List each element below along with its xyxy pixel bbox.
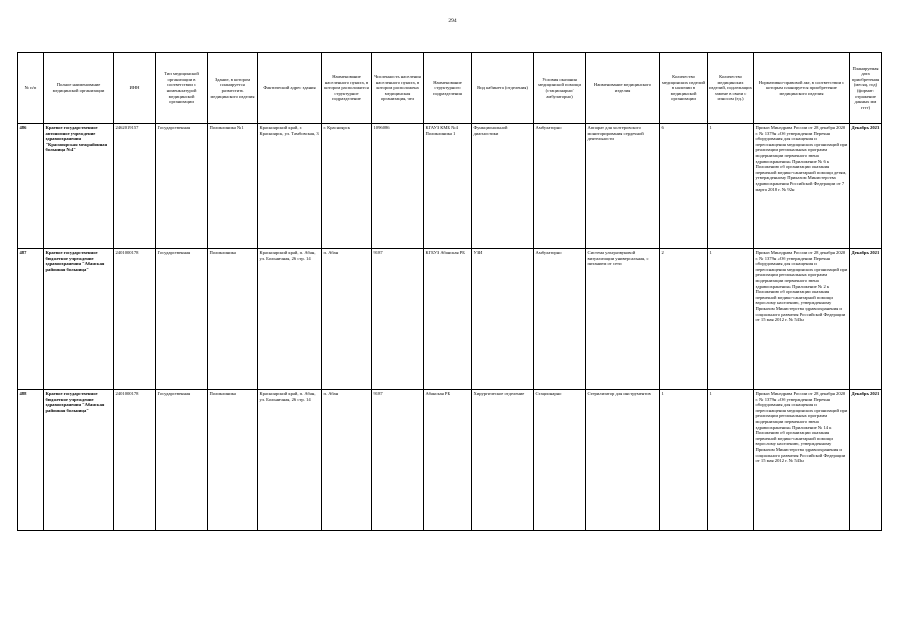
header-row: [18, 53, 882, 124]
inn: 2401000178: [114, 390, 156, 531]
purchase-date: Декабрь 2021: [850, 390, 882, 531]
header-cell: № п/п: [18, 53, 44, 124]
conditions: Амбулаторно: [534, 249, 586, 390]
building: Поликлиника: [208, 390, 258, 531]
row-number: 486: [18, 124, 44, 249]
qty-available: 6: [660, 124, 708, 249]
header-cell: Наименование медицинского изделия: [586, 53, 660, 124]
header-cell: Численность населения населенного пункта, в котором расположена медицинская организация, чел: [372, 53, 424, 124]
header-cell: Наименование населенного пункта, в котором расположится структурное подразделение: [322, 53, 372, 124]
subdivision: КГБУЗ Абанская РБ: [424, 249, 472, 390]
org-name: Краевое государственное бюджетное учреждение здравоохранения "Абанская районная больница": [44, 390, 114, 531]
inn: 2462019157: [114, 124, 156, 249]
table-row: [18, 390, 882, 531]
qty-replace: 1: [708, 124, 754, 249]
population: 1096086: [372, 124, 424, 249]
table-row: [18, 124, 882, 249]
row-number: 487: [18, 249, 44, 390]
org-name: Краевое государственное автономное учреждение здравоохранения "Красноярская межрайонная больница №4": [44, 124, 114, 249]
header-cell: Тип медицинской организации в соответствии с номенклатурой медицинской организации: [156, 53, 208, 124]
address: Красноярский край, п. Абан, ул. Больничная, 26 стр. 14: [258, 390, 322, 531]
org-type: Государственная: [156, 249, 208, 390]
header-cell: Фактический адрес здания: [258, 53, 322, 124]
header-cell: Полное наименование медицинской организации: [44, 53, 114, 124]
org-name: Краевое государственное бюджетное учреждение здравоохранения "Абанская районная больница": [44, 249, 114, 390]
table-row: [18, 249, 882, 390]
page-number: 294: [448, 18, 457, 24]
building: Поликлиника: [208, 249, 258, 390]
subdivision: Абанская РБ: [424, 390, 472, 531]
header-cell: Здание, в котором планируется разместить медицинского изделия: [208, 53, 258, 124]
qty-replace: 1: [708, 390, 754, 531]
cabinet: Функциональной диагностики: [472, 124, 534, 249]
header-cell: Количество медицинских изделий в наличии в медицинской организации: [660, 53, 708, 124]
org-type: Государственная: [156, 124, 208, 249]
settlement: п. Абан: [322, 390, 372, 531]
address: Красноярский край, г. Красноярск, ул. Тамбовская, 3: [258, 124, 322, 249]
header-cell: Количество медицинских изделий, подлежащих замене в связи с износом (ед.): [708, 53, 754, 124]
qty-replace: 1: [708, 249, 754, 390]
header-cell: Условия оказания медицинской помощи (стационарно/ амбулаторно): [534, 53, 586, 124]
purchase-date: Декабрь 2023: [850, 124, 882, 249]
device: Стерилизатор для инструментов: [586, 390, 660, 531]
settlement: г. Красноярск: [322, 124, 372, 249]
header-cell: ИНН: [114, 53, 156, 124]
population: 9187: [372, 249, 424, 390]
conditions: Стационарно: [534, 390, 586, 531]
equipment-table: [17, 52, 882, 531]
subdivision: КГАУЗ КМБ №4 Поликлиника 1: [424, 124, 472, 249]
legal-act: Приказ Минздрава России от 28 декабря 2020 г. № 1379н «Об утверждении Перечня оборудования для оснащения и переоснащения медицинских организаций при реализации региональных программ модернизации первичного звена здравоохранения» Приложение № 2 к Положению об организации оказания первичной медико-санитарной помощи взрослому населению, утвержденному Приказом Министерства здравоохранения и социального развития Российской Федерации от 15 мая 2012 г. № 543н: [754, 249, 850, 390]
qty-available: 1: [660, 390, 708, 531]
qty-available: 2: [660, 249, 708, 390]
header-cell: Наименование структурного подразделения: [424, 53, 472, 124]
header-cell: Вид кабинета (отделения): [472, 53, 534, 124]
purchase-date: Декабрь 2021: [850, 249, 882, 390]
org-type: Государственная: [156, 390, 208, 531]
settlement: п. Абан: [322, 249, 372, 390]
inn: 2401000178: [114, 249, 156, 390]
legal-act: Приказ Минздрава России от 28 декабря 2020 г. № 1379н «Об утверждении Перечня оборудования для оснащения и переоснащения медицинских организаций при реализации региональных программ модернизации первичного звена здравоохранения» Приложение № 6 к Положению об организации оказания первичной медико-санитарной помощи детям, утвержденному Приказом Министерства здравоохранения Российской Федерации от 7 марта 2018 г. № 92н: [754, 124, 850, 249]
conditions: Амбулаторно: [534, 124, 586, 249]
cabinet: УЗИ: [472, 249, 534, 390]
legal-act: Приказ Минздрава России от 28 декабря 2020 г. № 1379н «Об утверждении Перечня оборудования для оснащения и переоснащения медицинских организаций при реализации региональных программ модернизации первичного звена здравоохранения» Приложение № 14 к Положению об организации оказания первичной медико-санитарной помощи взрослому населению, утвержденному Приказом Министерства здравоохранения и социального развития Российской Федерации от 15 мая 2012 г. № 543н: [754, 390, 850, 531]
population: 9187: [372, 390, 424, 531]
header-cell: Планируемая дата приобретения (месяц, год) (формат: отражение данных мм гггг): [850, 53, 882, 124]
device: Система ультразвуковой визуализации универсальная, с питанием от сети: [586, 249, 660, 390]
address: Красноярский край, п. Абан, ул. Больничная, 26 стр. 14: [258, 249, 322, 390]
header-cell: Нормативно-правовой акт, в соответствии с которым планируется приобретение медицинского изделия: [754, 53, 850, 124]
row-number: 488: [18, 390, 44, 531]
device: Аппарат для холтеровского мониторирования сердечной деятельности: [586, 124, 660, 249]
building: Поликлиника №1: [208, 124, 258, 249]
cabinet: Хирургическое отделение: [472, 390, 534, 531]
